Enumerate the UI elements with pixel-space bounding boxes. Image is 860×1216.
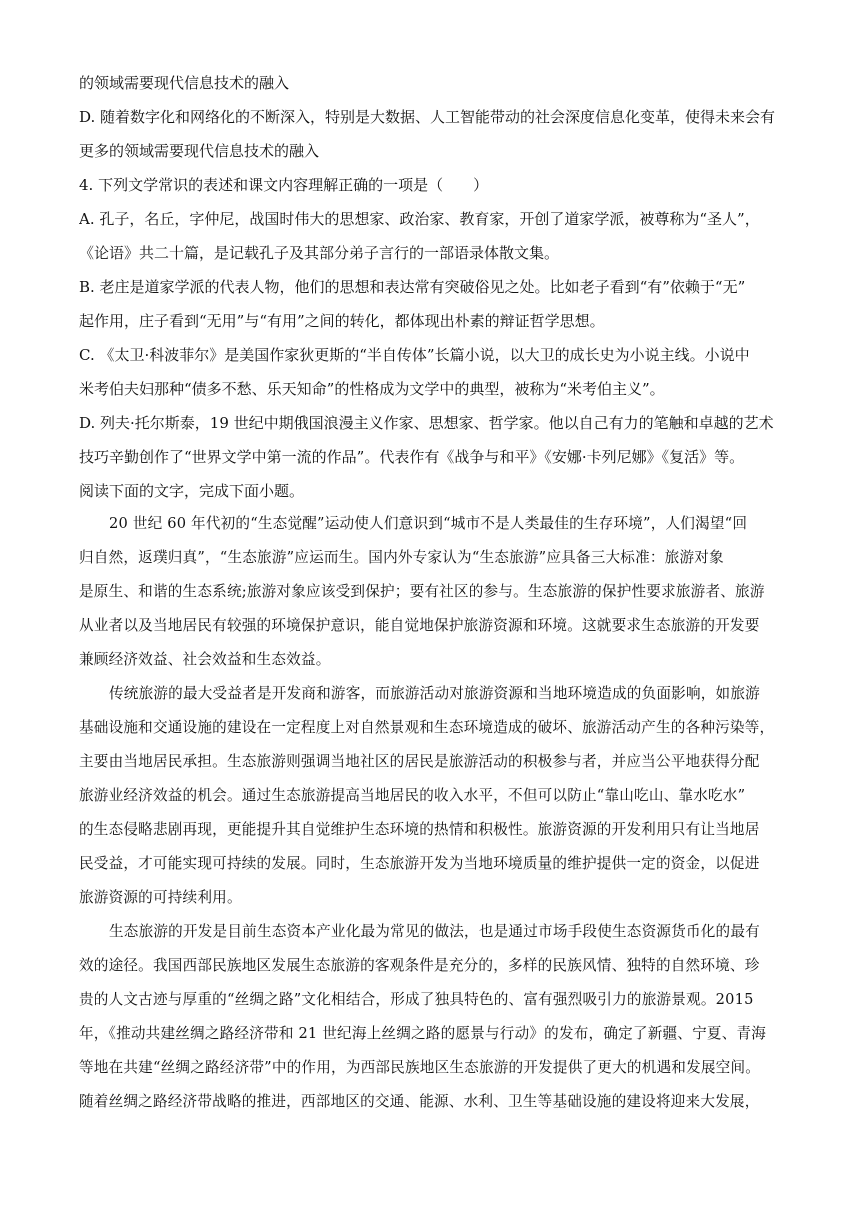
option-d-continued: 技巧辛勤创作了“世界文学中第一流的作品”。代表作有《战争与和平》《安娜·卡列尼娜》《复活》等。: [79, 448, 745, 466]
passage-line: 旅游资源的可持续利用。: [79, 889, 242, 906]
text-line: 的领域需要现代信息技术的融入: [79, 74, 290, 92]
passage-line: 兼顾经济效益、社会效益和生态效益。: [79, 651, 331, 668]
option-b-continued: 起作用，庄子看到“无用”与“有用”之间的转化，都体现出朴素的辩证哲学思想。: [79, 312, 605, 330]
passage-line: 是原生、和谐的生态系统;旅游对象应该受到保护；要有社区的参与。生态旅游的保护性要求旅游者、旅游: [79, 583, 765, 600]
passage-line: 20 世纪 60 年代初的“生态觉醒”运动使人们意识到“城市不是人类最佳的生存环境”，人们渴望“回: [109, 515, 748, 532]
passage-line: 效的途径。我国西部民族地区发展生态旅游的客观条件是充分的，多样的民族风情、独特的自然环境、珍: [79, 957, 760, 974]
question-stem: 4. 下列文学常识的表述和课文内容理解正确的一项是（ ）: [79, 176, 489, 194]
passage-line: 从业者以及当地居民有较强的环境保护意识，能自觉地保护旅游资源和环境。这就要求生态旅游的开发要: [79, 617, 760, 634]
passage-line: 随着丝绸之路经济带战略的推进，西部地区的交通、能源、水利、卫生等基础设施的建设将迎来大发展，: [79, 1093, 760, 1110]
passage-line: 年，《推动共建丝绸之路经济带和 21 世纪海上丝绸之路的愿景与行动》的发布，确定了新疆、宁夏、青海: [79, 1025, 767, 1042]
option-c-continued: 米考伯夫妇那种“债多不愁、乐天知命”的性格成为文学中的典型，被称为“米考伯主义”。: [79, 380, 665, 398]
passage-line: 的生态侵略悲剧再现，更能提升其自觉维护生态环境的热情和积极性。旅游资源的开发利用只有让当地居: [79, 821, 760, 838]
option-a: A. 孔子，名丘，字仲尼，战国时伟大的思想家、政治家、教育家，开创了道家学派，被尊称为“圣人”，: [79, 210, 760, 228]
reading-instruction: 阅读下面的文字，完成下面小题。: [79, 482, 305, 500]
passage-line: 传统旅游的最大受益者是开发商和游客，而旅游活动对旅游资源和当地环境造成的负面影响，如旅游: [109, 685, 760, 702]
passage-line: 贵的人文古迹与厚重的“丝绸之路”文化相结合，形成了独具特色的、富有强烈吸引力的旅游景观。2015: [79, 991, 754, 1008]
text-line: 更多的领域需要现代信息技术的融入: [79, 142, 320, 160]
option-d-previous: D. 随着数字化和网络化的不断深入，特别是大数据、人工智能带动的社会深度信息化变革，使得未来会有: [79, 108, 776, 126]
passage-line: 归自然，返璞归真”，“生态旅游”应运而生。国内外专家认为“生态旅游”应具备三大标准：旅游对象: [79, 549, 724, 566]
passage-line: 旅游业经济效益的机会。通过生态旅游提高当地居民的收入水平，不但可以防止“靠山吃山、靠水吃水”: [79, 787, 746, 804]
passage-line: 生态旅游的开发是目前生态资本产业化最为常见的做法，也是通过市场手段使生态资源货币化的最有: [109, 923, 760, 940]
passage-line: 民受益，才可能实现可持续的发展。同时，生态旅游开发为当地环境质量的维护提供一定的资金，以促进: [79, 855, 760, 872]
option-d: D. 列夫·托尔斯泰，19 世纪中期俄国浪漫主义作家、思想家、哲学家。他以自己有力的笔触和卓越的艺术: [79, 414, 774, 432]
option-c: C. 《太卫·科波菲尔》是美国作家狄更斯的“半自传体”长篇小说，以大卫的成长史为小说主线。小说中: [79, 346, 750, 364]
option-b: B. 老庄是道家学派的代表人物，他们的思想和表达常有突破俗见之处。比如老子看到“有”依赖于“无”: [79, 278, 746, 296]
passage-line: 基础设施和交通设施的建设在一定程度上对自然景观和生态环境造成的破坏、旅游活动产生的各种污染等，: [79, 719, 775, 736]
passage-line: 主要由当地居民承担。生态旅游则强调当地社区的居民是旅游活动的积极参与者，并应当公平地获得分配: [79, 753, 760, 770]
passage-line: 等地在共建“丝绸之路经济带”中的作用，为西部民族地区生态旅游的开发提供了更大的机遇和发展空间。: [79, 1059, 761, 1076]
option-a-continued: 《论语》共二十篇，是记载孔子及其部分弟子言行的一部语录体散文集。: [79, 244, 560, 262]
